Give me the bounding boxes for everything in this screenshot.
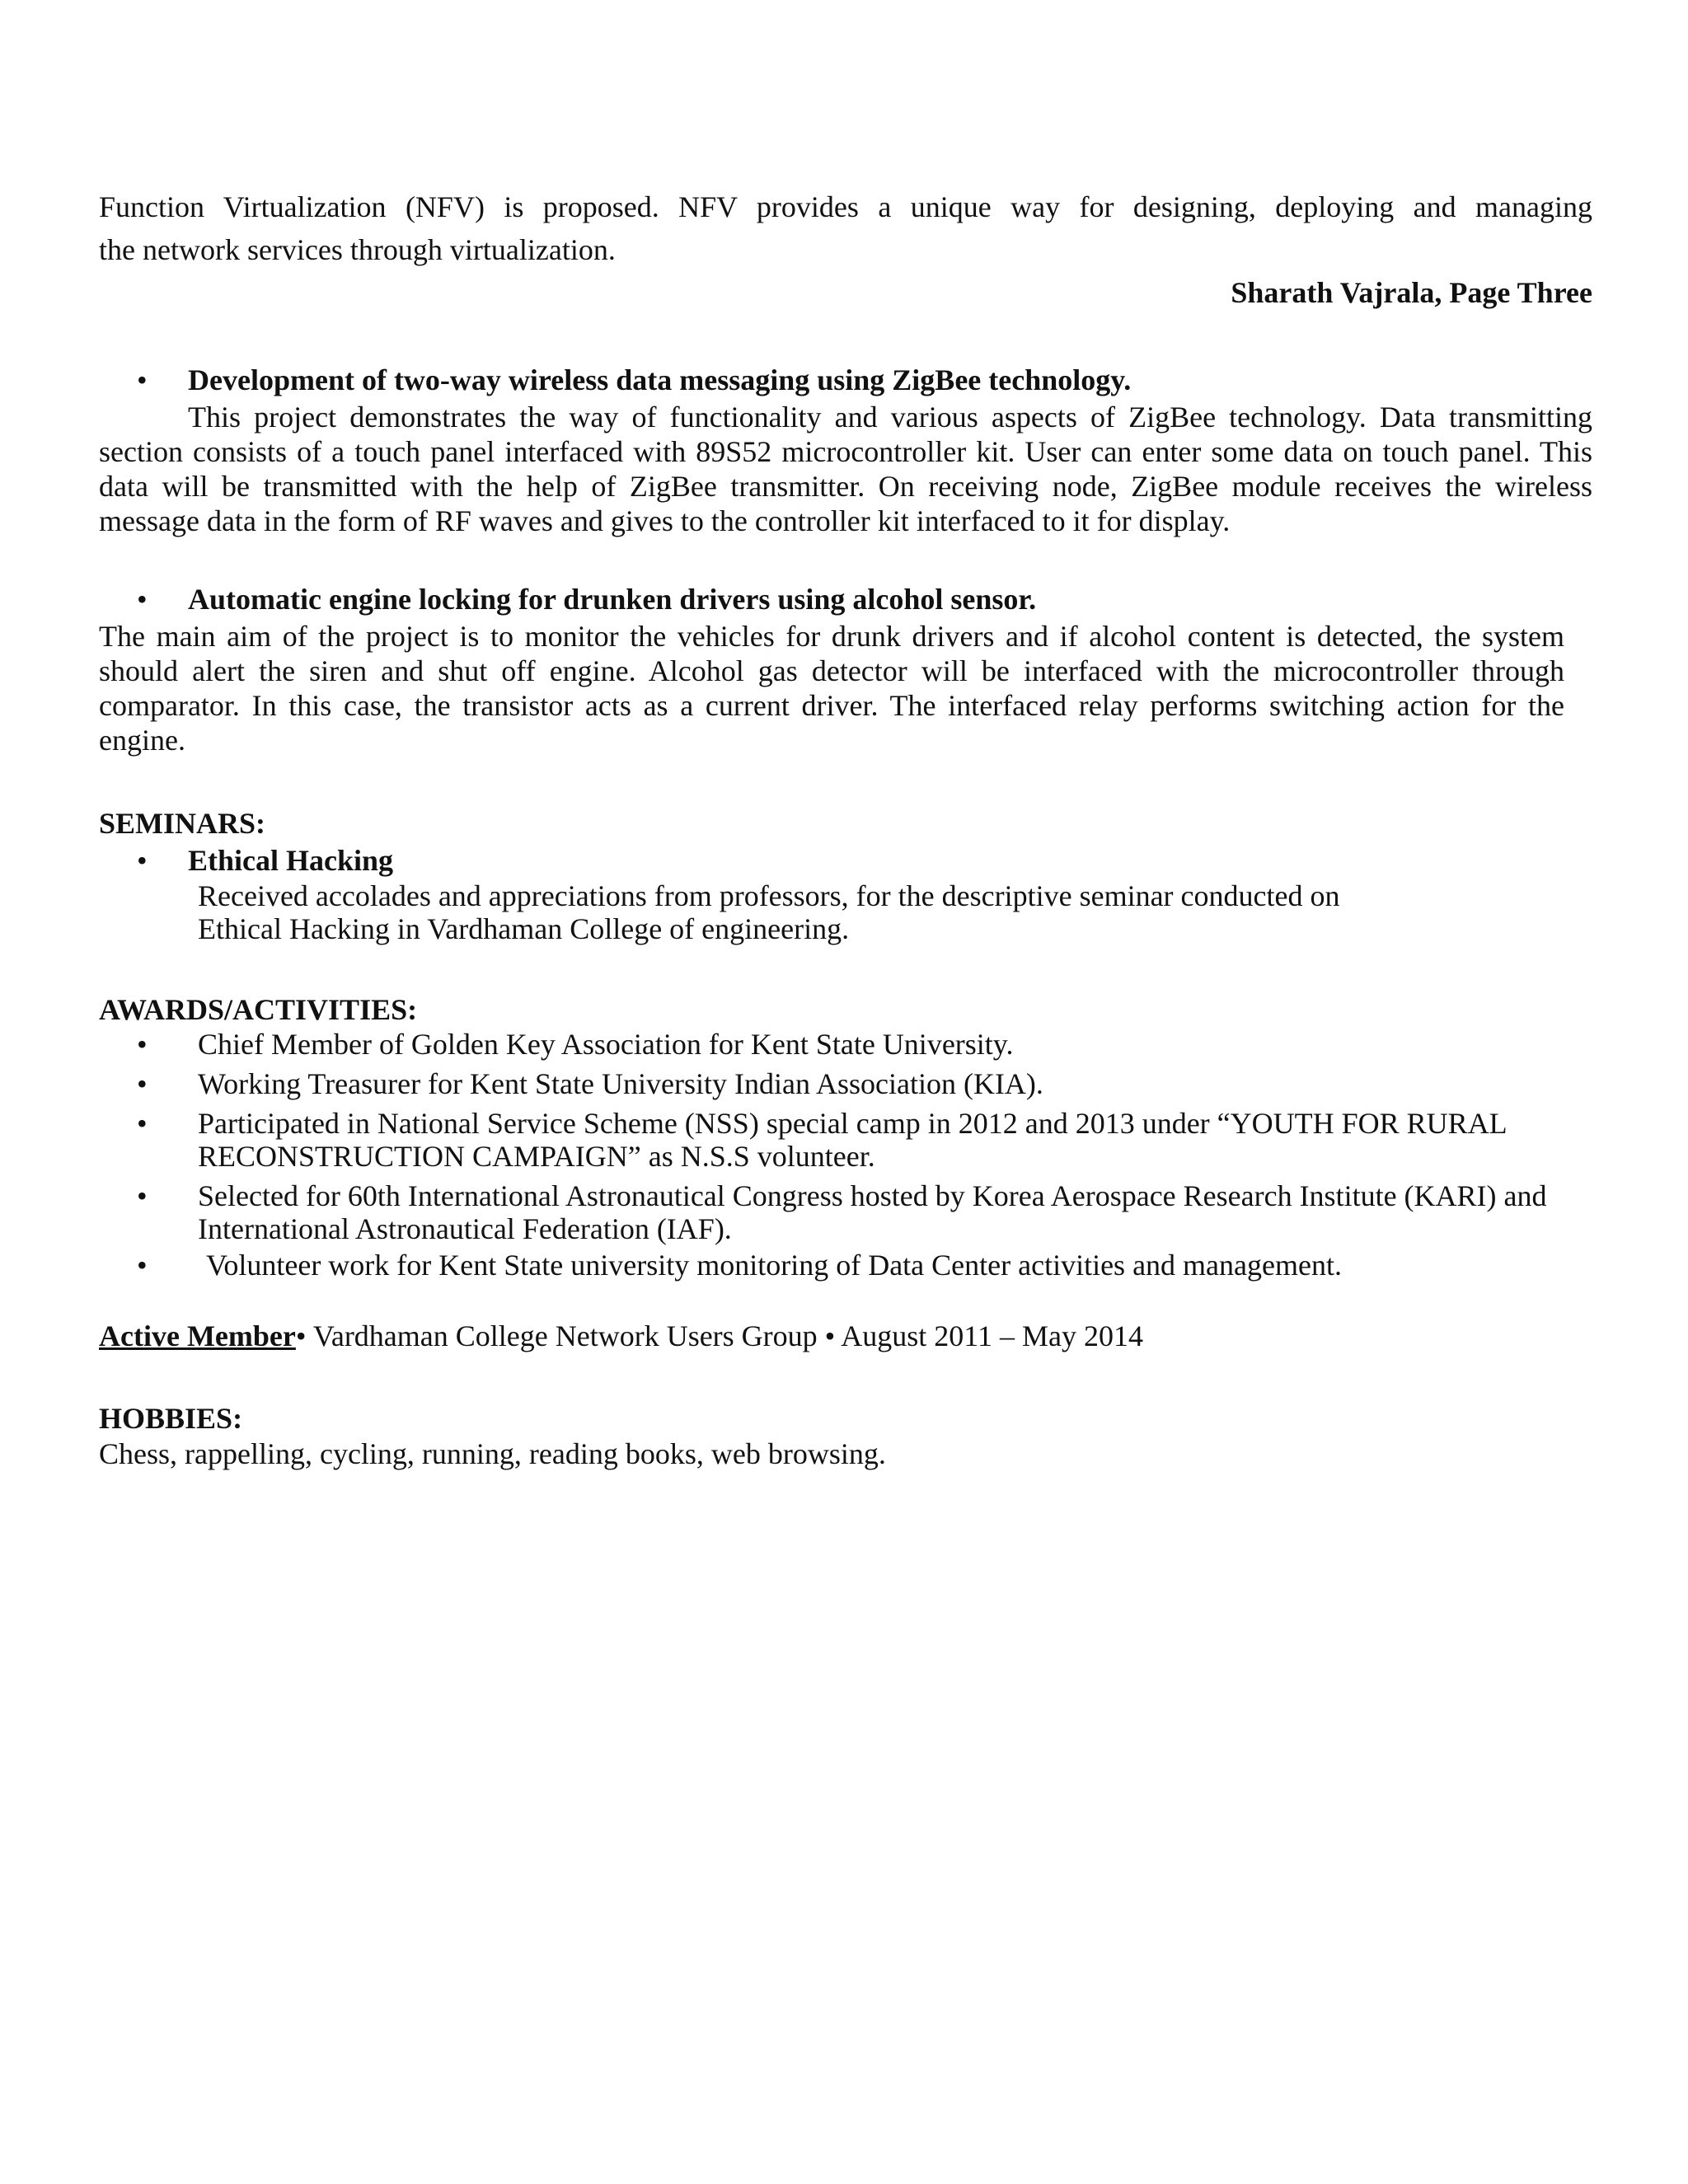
project-title (99, 360, 1592, 400)
award-text: Volunteer work for Kent State university monitoring of Data Center activities and management. (206, 1249, 1342, 1282)
bullet-icon: • (137, 363, 148, 396)
seminars-heading: SEMINARS: (99, 807, 266, 840)
list-item (99, 1107, 1632, 1173)
bullet-icon: • (137, 1028, 148, 1061)
page-header: Sharath Vajrala, Page Three (1231, 276, 1592, 309)
seminar-title (99, 841, 1592, 879)
seminar-description (99, 879, 1484, 945)
seminar-description-line-1: Received accolades and appreciations from professors, for the descriptive seminar conducted on (198, 879, 1340, 912)
project-description: The main aim of the project is to monitor the vehicles for drunk drivers and if alcohol content is detected, the system should alert the siren and shut off engine. Alcohol gas detector will be interfaced with the microcontroller through comparator. In this case, the transistor acts as a current driver. The interfaced relay performs switching action for the engine. (99, 620, 1564, 757)
awards-list (99, 1028, 1592, 1282)
intro-text-line-1: Function Virtualization (NFV) is proposed. NFV provides a unique way for designing, deploying and managing (99, 190, 1592, 223)
project-title (99, 579, 1592, 619)
list-item (99, 1179, 1653, 1245)
active-member-text: • Vardhaman College Network Users Group • August 2011 – May 2014 (295, 1319, 1143, 1352)
bullet-icon: • (137, 844, 148, 877)
intro-text-line-2: the network services through virtualization. (99, 233, 616, 266)
project-title-text: Automatic engine locking for drunken drivers using alcohol sensor. (188, 583, 1037, 616)
award-text: Selected for 60th International Astronautical Congress hosted by Korea Aerospace Research Institute (KARI) and International Astronautical Federation (IAF). (198, 1179, 1547, 1245)
project-title-text: Development of two-way wireless data messaging using ZigBee technology. (188, 363, 1132, 396)
bullet-icon: • (137, 1179, 148, 1212)
seminar-title-text: Ethical Hacking (188, 844, 394, 877)
award-text: Working Treasurer for Kent State University Indian Association (KIA). (198, 1067, 1043, 1100)
bullet-icon: • (137, 1067, 148, 1100)
project-description: This project demonstrates the way of functionality and various aspects of ZigBee technology. Data transmitting section consists of a touch panel interfaced with 89S52 microcontroller kit. User can enter some data on touch panel. This data will be transmitted with the help of ZigBee transmitter. On receiving node, ZigBee module receives the wireless message data in the form of RF waves and gives to the controller kit interfaced to it for display. (99, 401, 1592, 537)
project-alcohol-sensor (99, 579, 1592, 757)
list-item (99, 1028, 1592, 1061)
page-content (99, 185, 1592, 1471)
award-text: Participated in National Service Scheme (NSS) special camp in 2012 and 2013 under “YOUTH FOR RURAL RECONSTRUCTION CAMPAIGN” as N.S.S volunteer. (198, 1107, 1507, 1173)
hobbies-text: Chess, rappelling, cycling, running, reading books, web browsing. (99, 1437, 886, 1470)
bullet-icon: • (137, 583, 148, 616)
seminar-description-line-2: Ethical Hacking in Vardhaman College of engineering. (198, 912, 850, 945)
bullet-icon: • (137, 1249, 148, 1282)
active-member-line (99, 1318, 1592, 1354)
list-item (99, 1067, 1592, 1100)
awards-heading: AWARDS/ACTIVITIES: (99, 993, 418, 1026)
bullet-icon: • (137, 1107, 148, 1140)
active-member-label: Active Member (99, 1319, 296, 1352)
project-zigbee (99, 360, 1592, 538)
list-item (99, 1249, 1592, 1282)
award-text: Chief Member of Golden Key Association for Kent State University. (198, 1028, 1014, 1061)
hobbies-heading: HOBBIES: (99, 1402, 243, 1435)
